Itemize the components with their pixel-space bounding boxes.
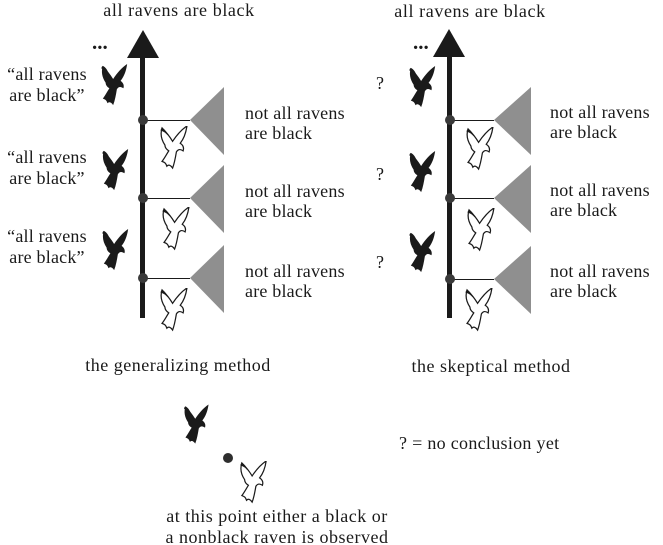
refutation-line2: are black [245, 281, 313, 301]
question-mark-label: ? [376, 73, 384, 93]
observation-section [0, 380, 663, 545]
observation-dot-icon [223, 453, 233, 463]
conjecture-label [0, 147, 99, 189]
refutation-label [245, 103, 345, 143]
white-raven-icon [462, 288, 497, 332]
conjecture-line2: are black” [9, 247, 85, 267]
method-caption: the generalizing method [85, 355, 271, 375]
stage-node-icon [138, 193, 148, 203]
conjecture-line1: “all ravens [7, 226, 87, 246]
refutation-line1: not all ravens [245, 181, 345, 201]
refutation-cone-icon [190, 245, 224, 313]
conjecture-line1: “all ravens [7, 147, 87, 167]
refutation-line2: are black [550, 200, 618, 220]
refutation-cone-icon [190, 87, 224, 155]
connector-line [449, 120, 494, 121]
refutation-line2: are black [550, 122, 618, 142]
conjecture-label [0, 226, 99, 268]
black-raven-icon [406, 151, 440, 194]
refutation-label [550, 180, 650, 220]
stage-node-icon [445, 193, 455, 203]
white-raven-icon [157, 126, 192, 170]
observation-caption-line1: at this point either a black or [166, 506, 388, 526]
stage-node-icon [138, 273, 148, 283]
refutation-label [550, 261, 650, 301]
hypothesis-title: all ravens are black [394, 1, 546, 21]
question-mark-label: ? [376, 164, 384, 184]
legend-text: ? = no conclusion yet [399, 433, 560, 453]
connector-line [142, 198, 190, 199]
connector-line [142, 120, 190, 121]
refutation-line1: not all ravens [550, 261, 650, 281]
observation-caption [127, 506, 427, 545]
refutation-line2: are black [245, 201, 313, 221]
refutation-cone-icon [494, 246, 531, 314]
connector-line [449, 279, 494, 280]
refutation-line2: are black [550, 281, 618, 301]
ellipsis-text: ... [92, 30, 108, 54]
generalizing-method-diagram [0, 0, 345, 380]
black-raven-icon [99, 149, 133, 192]
conjecture-label [0, 64, 99, 106]
white-raven-icon [159, 207, 194, 251]
stage-node-icon [445, 115, 455, 125]
refutation-line2: are black [245, 123, 313, 143]
black-raven-icon [406, 231, 440, 274]
refutation-line1: not all ravens [245, 261, 345, 281]
black-raven-icon [406, 66, 440, 109]
refutation-cone-icon [494, 87, 531, 155]
question-mark-label: ? [376, 252, 384, 272]
refutation-line1: not all ravens [550, 102, 650, 122]
refutation-label [245, 261, 345, 301]
conjecture-line2: are black” [9, 85, 85, 105]
white-raven-icon [237, 461, 271, 504]
conjecture-line2: are black” [9, 168, 85, 188]
black-raven-icon [98, 64, 132, 107]
refutation-cone-icon [494, 165, 531, 233]
stage-node-icon [445, 274, 455, 284]
refutation-cone-icon [190, 165, 224, 233]
ellipsis-text: ... [413, 30, 429, 54]
conjecture-line1: “all ravens [7, 64, 87, 84]
method-caption: the skeptical method [411, 356, 571, 376]
connector-line [142, 278, 190, 279]
white-raven-icon [157, 288, 192, 332]
refutation-line1: not all ravens [245, 103, 345, 123]
refutation-label [245, 181, 345, 221]
black-raven-icon [99, 229, 133, 272]
observation-caption-line2: a nonblack raven is observed [165, 527, 389, 545]
refutation-line1: not all ravens [550, 180, 650, 200]
black-raven-icon [181, 403, 213, 447]
stage-node-icon [138, 115, 148, 125]
white-raven-icon [463, 127, 498, 171]
refutation-label [550, 102, 650, 142]
connector-line [449, 198, 494, 199]
hypothesis-title: all ravens are black [103, 0, 255, 20]
skeptical-method-diagram [340, 0, 663, 380]
